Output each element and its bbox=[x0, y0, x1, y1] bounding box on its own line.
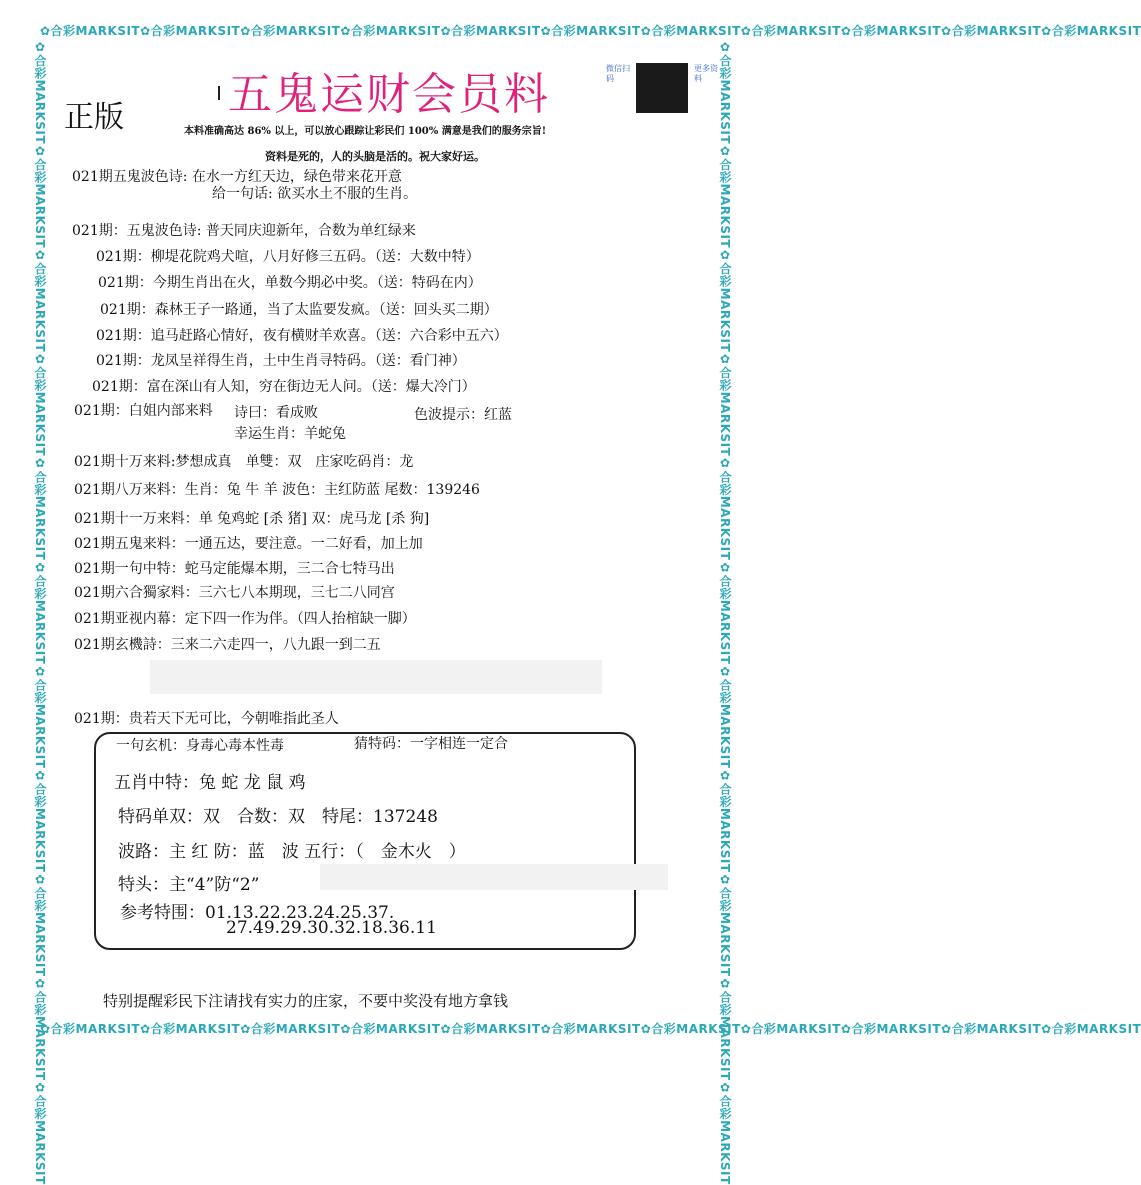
box-five-zodiac: 五肖中特：兔 蛇 龙 鼠 鸡 bbox=[114, 773, 306, 793]
line-c5: 021期一句中特：蛇马定能爆本期，三二合七特马出 bbox=[74, 561, 395, 577]
left-watermark-border: ✿合彩MARKSIT✿合彩MARKSIT✿合彩MARKSIT✿合彩MARKSIT✿合彩MARKSIT✿合彩MARKSIT✿合彩MARKSIT✿合彩MARKSIT✿合彩MARKSIT✿合彩MARKSIT✿合彩MARKSIT bbox=[33, 40, 47, 1185]
line-a5: 021期：追马赶路心情好，夜有横财羊欢喜。（送：六合彩中五六） bbox=[96, 328, 508, 344]
line-c2: 021期八万来料：生肖：兔 牛 羊 波色：主红防蓝 尾数：139246 bbox=[74, 482, 480, 498]
top-watermark-border: ✿合彩MARKSIT✿合彩MARKSIT✿合彩MARKSIT✿合彩MARKSIT✿合彩MARKSIT✿合彩MARKSIT✿合彩MARKSIT✿合彩MARKSIT✿合彩MARKSIT✿合彩MARKSIT✿合彩MARKSIT bbox=[40, 24, 1141, 38]
line-c6: 021期六合獨家料：三六七八本期现，三七二八同宫 bbox=[74, 585, 395, 601]
line-a1: 021期：五鬼波色诗: 普天同庆迎新年，合数为单红绿来 bbox=[72, 223, 416, 239]
poem-line-1: 021期五鬼波色诗: 在水一方红天边，绿色带来花开意 bbox=[72, 169, 402, 185]
title-bar-mark bbox=[218, 86, 220, 100]
line-c1: 021期十万来料:梦想成真 单雙：双 庄家吃码肖：龙 bbox=[74, 454, 414, 470]
box-wave-path: 波路：主 红 防：蓝 波 五行：（ 金木火 ） bbox=[118, 842, 466, 862]
line-c3: 021期十一万来料：单 兔鸡蛇 [杀 猪] 双：虎马龙 [杀 狗] bbox=[74, 511, 430, 527]
subtitle-accuracy: 本料准确高达 86% 以上，可以放心跟踪让彩民们 100% 满意是我们的服务宗旨! bbox=[184, 126, 547, 137]
box-range-1: 参考特围：01.13.22.23.24.25.37. bbox=[120, 903, 395, 923]
blurred-region bbox=[150, 660, 602, 694]
line-c7: 021期亚视内幕：定下四一作为伴。（四人抬棺缺一脚） bbox=[74, 611, 416, 627]
line-a3: 021期：今期生肖出在火，单数今期必中奖。（送：特码在内） bbox=[98, 275, 482, 291]
line-c8: 021期玄機詩：三来二六走四一，八九跟一到二五 bbox=[74, 637, 381, 653]
line-c4: 021期五鬼来料：一通五达，要注意。一二好看，加上加 bbox=[74, 536, 423, 552]
poem-line-2: 给一句话: 欲买水土不服的生肖。 bbox=[212, 186, 418, 202]
line-a7: 021期：富在深山有人知，穷在街边无人问。（送：爆大冷门） bbox=[92, 379, 476, 395]
qr-code-image bbox=[636, 63, 688, 113]
line-b4: 幸运生肖：羊蛇兔 bbox=[234, 426, 346, 442]
line-b3: 色波提示：红蓝 bbox=[414, 407, 512, 423]
page-title: 五鬼运财会员料 bbox=[228, 69, 550, 120]
line-a6: 021期：龙凤呈祥得生肖，土中生肖寻特码。（送：看门神） bbox=[96, 353, 466, 369]
box-range-2: 27.49.29.30.32.18.36.11 bbox=[226, 918, 437, 938]
line-a2: 021期：柳堤花院鸡犬喧，八月好修三五码。（送：大数中特） bbox=[96, 249, 480, 265]
line-b2: 诗曰：看成败 bbox=[234, 405, 318, 421]
footer-warning: 特别提醒彩民下注请找有实力的庄家，不要中奖没有地方拿钱 bbox=[103, 992, 509, 1010]
right-watermark-border: ✿合彩MARKSIT✿合彩MARKSIT✿合彩MARKSIT✿合彩MARKSIT✿合彩MARKSIT✿合彩MARKSIT✿合彩MARKSIT✿合彩MARKSIT✿合彩MARKSIT✿合彩MARKSIT✿合彩MARKSIT bbox=[718, 40, 732, 1185]
line-d1: 021期：贵若天下无可比，今朝唯指此圣人 bbox=[74, 711, 339, 727]
box-head: 特头：主“4”防“2” bbox=[118, 875, 260, 895]
subtitle-luck: 资料是死的，人的头脑是活的。祝大家好运。 bbox=[265, 150, 485, 163]
box-riddle: 一句玄机：身毒心毒本性毒 bbox=[116, 738, 284, 754]
line-a4: 021期：森林王子一路通，当了太监要发疯。（送：回头买二期） bbox=[100, 302, 498, 318]
qr-code-panel bbox=[604, 60, 722, 114]
bottom-watermark-border: ✿合彩MARKSIT✿合彩MARKSIT✿合彩MARKSIT✿合彩MARKSIT✿合彩MARKSIT✿合彩MARKSIT✿合彩MARKSIT✿合彩MARKSIT✿合彩MARKSIT✿合彩MARKSIT✿合彩MARKSIT bbox=[40, 1022, 1141, 1036]
zhengban-label: 正版 bbox=[64, 100, 124, 135]
box-guess-code: 猜特码：一字相连一定合 bbox=[354, 736, 508, 752]
line-b1: 021期：白姐内部来料 bbox=[74, 403, 213, 419]
box-odd-even: 特码单双：双 合数：双 特尾：137248 bbox=[118, 807, 438, 827]
blurred-head-region bbox=[320, 864, 668, 890]
qr-right-text: 更多资料 bbox=[694, 64, 718, 83]
qr-left-text: 微信扫码 bbox=[606, 64, 630, 83]
